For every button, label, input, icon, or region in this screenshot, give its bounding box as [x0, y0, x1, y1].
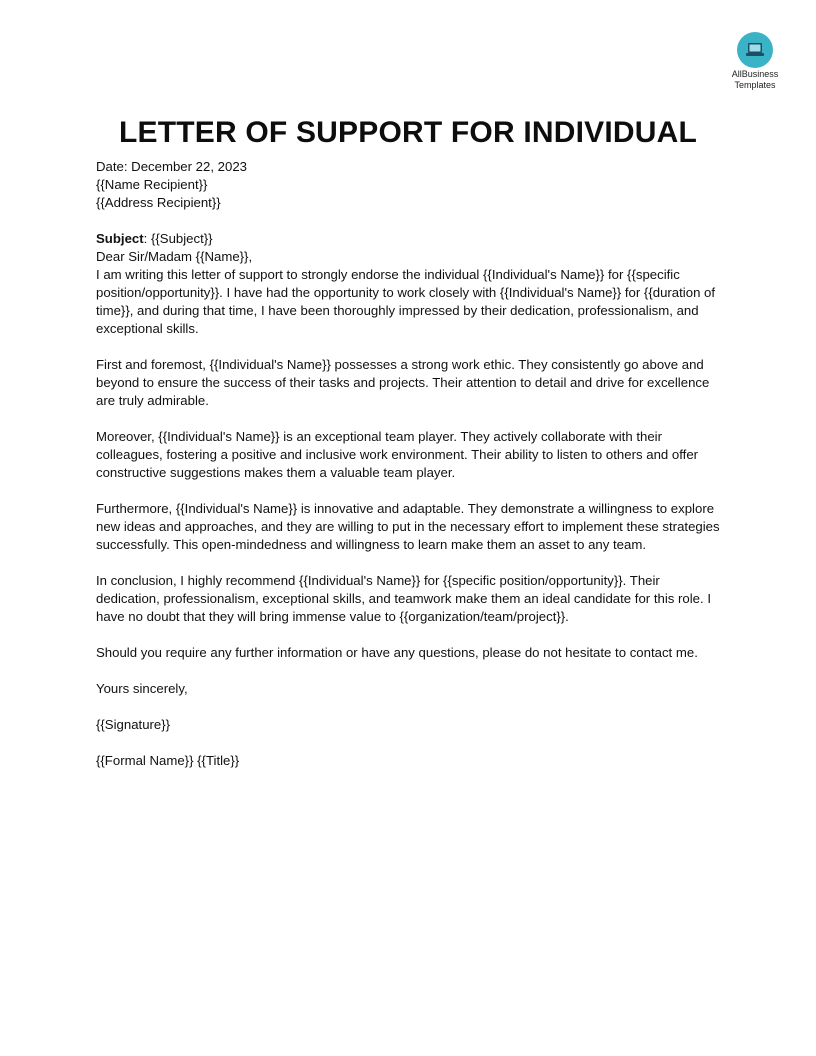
paragraph-conclusion: In conclusion, I highly recommend {{Individual's Name}} for {{specific position/opportunity}}. Their dedication, professionalism, exceptional skills, and teamwork make them an ideal candidate for this role. I have no doubt that they will bring immense value to {{organization/team/project}}. [96, 573, 711, 624]
subject-label: Subject [96, 231, 144, 246]
paragraph-innovative: Furthermore, {{Individual's Name}} is innovative and adaptable. They demonstrate a willingness to explore new ideas and approaches, and they are willing to put in the necessary effort to implement these strategies successfully. This open-mindedness and willingness to learn make them an asset to any team. [96, 501, 720, 552]
logo-text-line1: AllBusiness [731, 69, 779, 79]
paragraph-intro: I am writing this letter of support to strongly endorse the individual {{Individual's Name}} for {{specific position/opportunity}}. I have had the opportunity to work closely with {{Individual's Name}} for {{duration of time}}, and during that time, I have been thoroughly impressed by their dedication, professionalism, and exceptional skills. [96, 267, 716, 336]
subject-value: : {{Subject}} [143, 231, 213, 246]
salutation: Dear Sir/Madam {{Name}}, [96, 249, 253, 264]
logo-text-line2: Templates [734, 80, 776, 90]
subject-line [96, 230, 721, 248]
laptop-icon [737, 32, 773, 68]
signature: {{Signature}} [96, 717, 171, 732]
paragraph-work-ethic: First and foremost, {{Individual's Name}} possesses a strong work ethic. They consistently go above and beyond to ensure the success of their tasks and projects. Their attention to detail and drive for excellence are truly admirable. [96, 357, 710, 408]
formal-name-title: {{Formal Name}} {{Title}} [96, 753, 240, 768]
recipient-name: {{Name Recipient}} [96, 177, 208, 192]
closing: Yours sincerely, [96, 681, 188, 696]
page-title: LETTER OF SUPPORT FOR INDIVIDUAL [118, 116, 698, 149]
letter-body [96, 158, 721, 770]
recipient-block [96, 176, 721, 212]
allbusiness-templates-logo [727, 32, 783, 90]
paragraph-team-player: Moreover, {{Individual's Name}} is an exceptional team player. They actively collaborate with their colleagues, fostering a positive and inclusive work environment. Their ability to listen to others and offer constructive suggestions makes them a valuable team player. [96, 429, 699, 480]
recipient-address: {{Address Recipient}} [96, 195, 221, 210]
letter-date: Date: December 22, 2023 [96, 159, 248, 174]
paragraph-contact: Should you require any further information or have any questions, please do not hesitate to contact me. [96, 645, 698, 660]
